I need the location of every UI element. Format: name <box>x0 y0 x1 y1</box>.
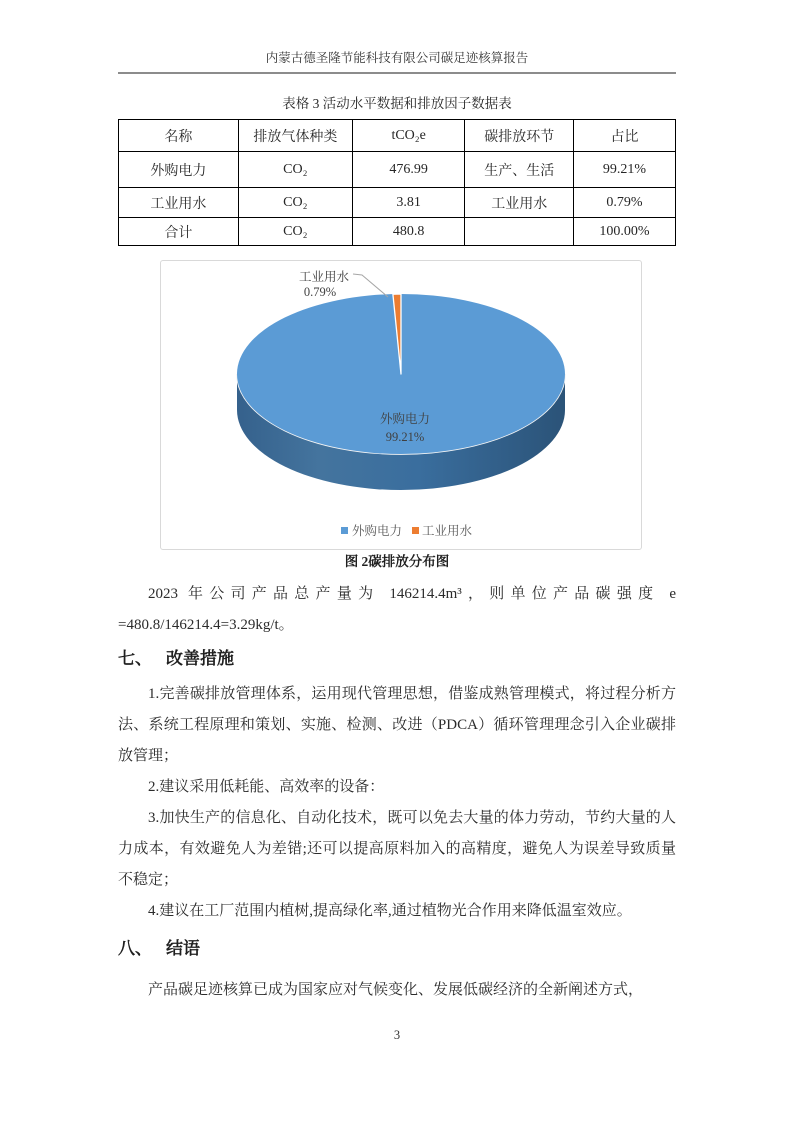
table-cell: 99.21% <box>574 152 676 188</box>
table-header-cell: 排放气体种类 <box>238 120 352 152</box>
table-cell: 工业用水 <box>119 188 239 218</box>
legend-swatch-water <box>412 527 419 534</box>
table-cell: 476.99 <box>352 152 465 188</box>
table-cell: 3.81 <box>352 188 465 218</box>
section-title: 结语 <box>166 939 200 958</box>
table-cell: 100.00% <box>574 218 676 246</box>
carbon-intensity-paragraph: 2023 年公司产品总产量为 146214.4m³，则单位产品碳强度 e =480.8/146214.4=3.29kg/t。 <box>118 586 676 633</box>
section-number: 八、 <box>118 939 152 958</box>
paragraph: 2.建议采用低耗能、高效率的设备： <box>148 779 385 795</box>
section-heading-improvement <box>118 647 676 671</box>
table-cell: 合计 <box>119 218 239 246</box>
table-row <box>119 218 676 246</box>
figure-caption: 图 2碳排放分布图 <box>344 554 450 569</box>
table-header-cell: 碳排放环节 <box>465 120 574 152</box>
table-cell: 0.79% <box>574 188 676 218</box>
section-title: 改善措施 <box>166 649 234 668</box>
table-cell: 480.8 <box>352 218 465 246</box>
table-cell <box>465 218 574 246</box>
emission-data-table <box>118 119 676 246</box>
table-header-cell: 占比 <box>574 120 676 152</box>
paragraph: 4.建议在工厂范围内植树,提高绿化率,通过植物光合作用来降低温室效应。 <box>148 903 632 919</box>
table-cell: CO₂ <box>238 188 352 218</box>
leader-line <box>353 274 388 297</box>
table-cell: 外购电力 <box>119 152 239 188</box>
slice-label-electricity-name: 外购电力 <box>379 412 431 426</box>
pie-chart-svg <box>161 261 641 549</box>
paragraph: 产品碳足迹核算已成为国家应对气候变化、发展低碳经济的全新阐述方式， <box>148 982 644 998</box>
table-row <box>119 188 676 218</box>
table-header-row <box>119 120 676 152</box>
legend-label-water: 工业用水 <box>422 524 473 538</box>
legend-swatch-electricity <box>341 527 348 534</box>
slice-label-water-name: 工业用水 <box>298 270 350 284</box>
table-cell: 生产、生活 <box>465 152 574 188</box>
table-header-cell: tCO₂e <box>352 120 465 152</box>
table-header-cell: 名称 <box>119 120 239 152</box>
page-header <box>118 50 676 74</box>
table-cell: CO₂ <box>238 152 352 188</box>
table-caption: 表格 3 活动水平数据和排放因子数据表 <box>282 96 512 111</box>
table-row <box>119 152 676 188</box>
paragraph: 3.加快生产的信息化、自动化技术，既可以免去大量的体力劳动，节约大量的人力成本，有效避免人为差错;还可以提高原料加入的高精度，避免人为误差导致质量不稳定； <box>118 810 676 888</box>
legend-label-electricity: 外购电力 <box>352 524 403 538</box>
section-number: 七、 <box>118 649 152 668</box>
slice-label-water-pct: 0.79% <box>303 285 337 299</box>
table-cell: 工业用水 <box>465 188 574 218</box>
pie-chart-frame <box>160 260 642 550</box>
page-number: 3 <box>393 1028 401 1042</box>
section-heading-conclusion <box>118 937 676 961</box>
table-cell: CO₂ <box>238 218 352 246</box>
slice-label-electricity-pct: 99.21% <box>385 430 425 444</box>
paragraph: 1.完善碳排放管理体系，运用现代管理思想，借鉴成熟管理模式，将过程分析方法、系统工程原理和策划、实施、检测、改进（PDCA）循环管理理念引入企业碳排放管理； <box>118 686 676 764</box>
header-title: 内蒙古德圣隆节能科技有限公司碳足迹核算报告 <box>265 51 529 65</box>
